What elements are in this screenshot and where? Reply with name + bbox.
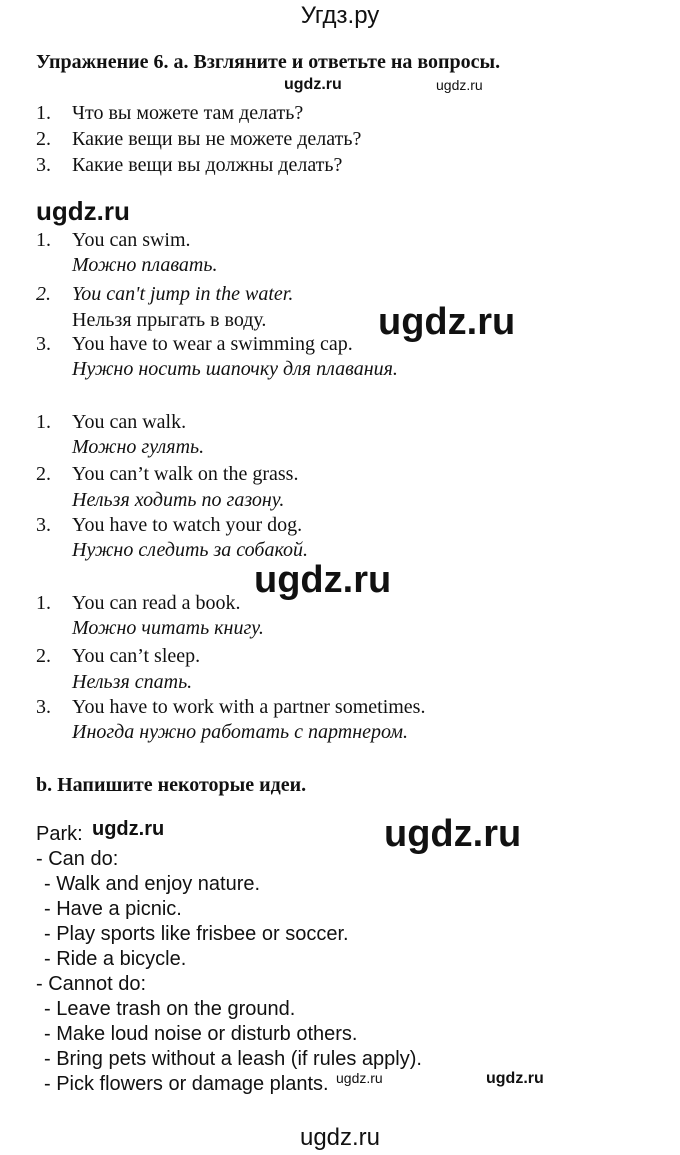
answer-number: 2. [36, 463, 51, 485]
exercise-b-title: b. Напишите некоторые идеи. [36, 774, 307, 796]
answer-russian: Можно гулять. [72, 436, 205, 458]
question-number: 3. [36, 154, 51, 176]
answer-number: 2. [36, 645, 51, 667]
park-label: Park: [36, 823, 83, 845]
watermark: ugdz.ru [92, 818, 165, 840]
list-item: - Walk and enjoy nature. [44, 873, 261, 895]
list-item: - Pick flowers or damage plants. [44, 1073, 329, 1095]
answer-russian: Нельзя ходить по газону. [72, 489, 285, 511]
exercise-a-title: Упражнение 6. a. Взгляните и ответьте на вопросы. [36, 51, 501, 73]
answer-english: You can walk. [72, 411, 187, 433]
answer-number: 2. [36, 283, 51, 305]
answer-russian: Нельзя прыгать в воду. [72, 309, 267, 331]
answer-english: You have to wear a swimming cap. [72, 333, 353, 355]
answer-english: You can't jump in the water. [72, 283, 294, 305]
answer-number: 3. [36, 696, 51, 718]
watermark: ugdz.ru [486, 1070, 544, 1087]
site-title: Угдз.ру [300, 2, 380, 29]
answer-english: You can swim. [72, 229, 191, 251]
watermark: ugdz.ru [36, 196, 130, 226]
can-do-label: - Can do: [36, 848, 119, 870]
answer-russian: Нужно следить за собакой. [72, 539, 309, 561]
question-text: Какие вещи вы не можете делать? [72, 128, 362, 150]
watermark: ugdz.ru [378, 301, 516, 343]
answer-russian: Нужно носить шапочку для плавания. [72, 358, 398, 380]
list-item: - Bring pets without a leash (if rules apply). [44, 1048, 422, 1070]
answer-number: 1. [36, 229, 51, 251]
watermark: ugdz.ru [336, 1070, 383, 1086]
answer-english: You have to watch your dog. [72, 514, 303, 536]
answer-english: You have to work with a partner sometimes. [72, 696, 426, 718]
answer-number: 3. [36, 514, 51, 536]
question-number: 2. [36, 128, 51, 150]
cannot-do-label: - Cannot do: [36, 973, 147, 995]
watermark: ugdz.ru [284, 76, 342, 93]
answer-english: You can’t walk on the grass. [72, 463, 299, 485]
answer-russian: Иногда нужно работать с партнером. [72, 721, 408, 743]
answer-english: You can’t sleep. [72, 645, 201, 667]
answer-russian: Можно читать книгу. [72, 617, 264, 639]
watermark: ugdz.ru [254, 559, 392, 601]
footer-watermark: ugdz.ru [299, 1124, 381, 1151]
answer-number: 1. [36, 411, 51, 433]
watermark: ugdz.ru [384, 813, 522, 855]
question-text: Какие вещи вы должны делать? [72, 154, 343, 176]
list-item: - Make loud noise or disturb others. [44, 1023, 358, 1045]
list-item: - Ride a bicycle. [44, 948, 187, 970]
answer-russian: Нельзя спать. [72, 671, 193, 693]
list-item: - Leave trash on the ground. [44, 998, 296, 1020]
answer-english: You can read a book. [72, 592, 241, 614]
answer-number: 3. [36, 333, 51, 355]
question-text: Что вы можете там делать? [72, 102, 304, 124]
list-item: - Have a picnic. [44, 898, 182, 920]
answer-number: 1. [36, 592, 51, 614]
question-number: 1. [36, 102, 51, 124]
list-item: - Play sports like frisbee or soccer. [44, 923, 349, 945]
answer-russian: Можно плавать. [72, 254, 218, 276]
watermark: ugdz.ru [436, 77, 483, 93]
